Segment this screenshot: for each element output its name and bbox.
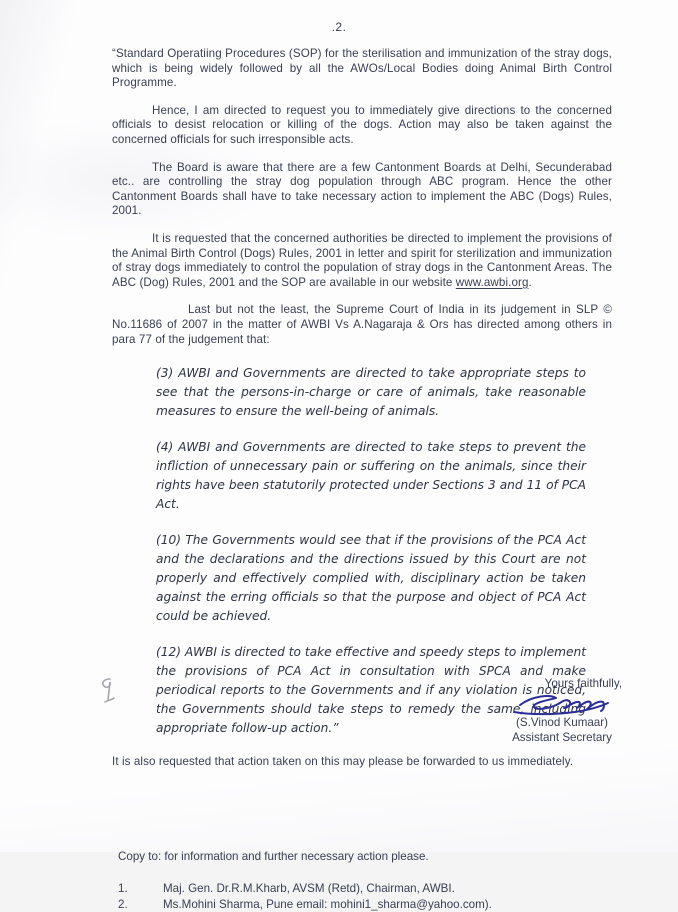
paragraph-sop: “Standard Operatiing Procedures (SOP) for the sterilisation and immunization of the stray dogs, which is being widely followed by all the AWOs/Local Bodies doing Animal Birth Control Programme. <box>112 47 612 90</box>
quote-para-10: (10) The Governments would see that if the provisions of the PCA Act and the declarations and the directions issued by this Court are not properly and effectively complied with, disciplinary action be taken against the erring officials so that the purpose and object of PCA Act could be achieved. <box>156 533 586 624</box>
website-link: www.awbi.org <box>455 275 529 289</box>
copy-to-item-1-number: 1. <box>118 882 128 896</box>
copy-to-item-1 <box>118 881 612 896</box>
paragraph-abc-rules-text: It is requested that the concerned authorities be directed to implement the provisions of the Animal Birth Control (Dogs) Rules, 2001 in letter and spirit for sterilization and immunization of stray dogs immediately to control the population of stray dogs in the Cantonment Areas. The ABC (Dog) Rules, 2001 and the SOP are available in our website <box>112 231 612 289</box>
copy-to-item-2 <box>118 897 612 912</box>
quote-para-3: (3) AWBI and Governments are directed to take appropriate steps to see that the persons-in-charge or care of animals, take reasonable measures to ensure the well-being of animals. <box>156 366 586 419</box>
paragraph-abc-rules-period: . <box>528 275 532 289</box>
closing-line: It is also requested that action taken on this may please be forwarded to us immediately. <box>112 755 574 769</box>
signoff-salutation: Yours faithfully, <box>544 677 622 690</box>
copy-to-item-2-text: Ms.Mohini Sharma, Pune email: mohini1_sharma@yahoo.com). <box>163 897 492 911</box>
paragraph-cantonment-boards: The Board is aware that there are a few Cantonment Boards at Delhi, Secunderabad etc.. are controlling the stray dog population through ABC program. Hence the other Cantonment Boards shall have to take necessary action to implement the ABC (Dogs) Rules, 2001. <box>112 160 612 218</box>
paragraph-abc-rules <box>112 232 612 290</box>
signoff-block <box>502 676 622 745</box>
copy-to-line: Copy to: for information and further necessary action please. <box>118 849 429 863</box>
quote-para-4: (4) AWBI and Governments are directed to take steps to prevent the infliction of unnecessary pain or suffering on the animals, since their rights have been statutorily protected under Sections 3 and 11 of PCA Act. <box>156 440 586 512</box>
copy-to-item-2-number: 2. <box>118 897 128 911</box>
signoff-name: (S.Vinod Kumaar) <box>516 716 608 729</box>
signature-scribble <box>510 690 614 718</box>
page-number: .2. <box>331 20 347 34</box>
handwritten-pencil-mark-icon <box>96 676 120 710</box>
paragraph-hence-directed: Hence, I am directed to request you to immediately give directions to the concerned officials to desist relocation or killing of the dogs. Action may also be taken against the concerned officials for such irresponsible acts. <box>112 103 612 146</box>
quote-para-12: (12) AWBI is directed to take effective and speedy steps to implement the provisions of PCA Act in consultation with SPCA and make periodical reports to the Governments and if any violation is noticed, the Governments should take steps to remedy the same, including appropriate follow-up action.” <box>156 645 586 736</box>
signoff-title: Assistant Secretary <box>512 731 612 744</box>
paragraph-supreme-court: Last but not the least, the Supreme Court of India in its judgement in SLP © No.11686 of 2007 in the matter of AWBI Vs A.Nagaraja & Ors has directed among others in para 77 of the judgement that: <box>112 303 612 346</box>
copy-to-block <box>0 850 678 912</box>
copy-to-item-1-text: Maj. Gen. Dr.R.M.Kharb, AVSM (Retd), Chairman, AWBI. <box>163 882 455 896</box>
